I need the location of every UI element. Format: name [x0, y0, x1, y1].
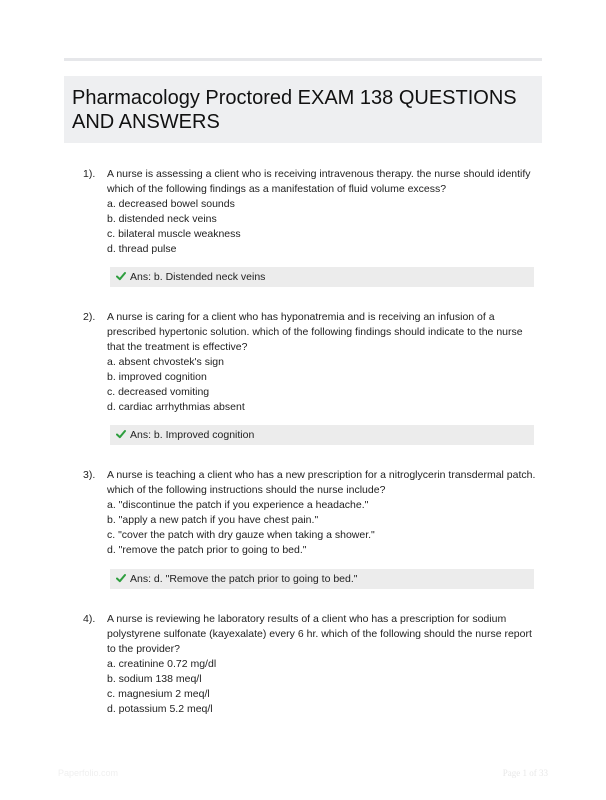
question-number: 3). — [83, 469, 96, 481]
question-stem: A nurse is reviewing he laboratory results of a client who has a prescription for sodium polystyrene sulfonate (kayexalate) every 6 hr. which of the following should the nurse report to the provider? — [107, 613, 532, 655]
option-d: d. potassium 5.2 meq/l — [107, 703, 213, 715]
top-divider — [64, 58, 542, 61]
option-c: c. "cover the patch with dry gauze when taking a shower." — [107, 529, 375, 541]
question-number: 2). — [83, 311, 96, 323]
question-body — [107, 612, 537, 717]
option-a: a. absent chvostek's sign — [107, 356, 224, 368]
question-number: 4). — [83, 613, 96, 625]
page-number: Page 1 of 33 — [502, 768, 548, 778]
option-c: c. magnesium 2 meq/l — [107, 688, 210, 700]
check-icon — [116, 429, 126, 439]
option-c: c. decreased vomiting — [107, 386, 210, 398]
question-body — [107, 468, 537, 558]
question-stem: A nurse is teaching a client who has a new prescription for a nitroglycerin transdermal patch. which of the following instructions should the nurse include? — [107, 469, 536, 496]
option-c: c. bilateral muscle weakness — [107, 228, 241, 240]
answer-bar-2 — [110, 425, 534, 445]
page-title: Pharmacology Proctored EXAM 138 QUESTIONS AND ANSWERS — [72, 87, 517, 133]
question-body — [107, 310, 537, 415]
check-icon — [116, 573, 126, 583]
option-a: a. creatinine 0.72 mg/dl — [107, 658, 217, 670]
option-b: b. distended neck veins — [107, 213, 217, 225]
answer-text: Ans: d. "Remove the patch prior to going to bed." — [130, 573, 358, 585]
question-number: 1). — [83, 168, 96, 180]
answer-text: Ans: b. Distended neck veins — [130, 271, 266, 283]
answer-bar-3 — [110, 569, 534, 589]
option-d: d. cardiac arrhythmias absent — [107, 401, 245, 413]
option-b: b. "apply a new patch if you have chest pain." — [107, 514, 319, 526]
title-banner — [64, 76, 542, 143]
question-body — [107, 167, 537, 257]
answer-text: Ans: b. Improved cognition — [130, 429, 255, 441]
option-d: d. "remove the patch prior to going to bed." — [107, 544, 307, 556]
question-stem: A nurse is assessing a client who is receiving intravenous therapy. the nurse should identify which of the following findings as a manifestation of fluid volume excess? — [107, 168, 531, 195]
option-b: b. sodium 138 meq/l — [107, 673, 202, 685]
check-icon — [116, 271, 126, 281]
option-b: b. improved cognition — [107, 371, 207, 383]
answer-bar-1 — [110, 267, 534, 287]
question-stem: A nurse is caring for a client who has hyponatremia and is receiving an infusion of a prescribed hypertonic solution. which of the following findings should indicate to the nurse that the treatment is effective? — [107, 311, 523, 353]
footer-watermark: Paperfolio.com — [58, 768, 119, 778]
option-a: a. decreased bowel sounds — [107, 198, 235, 210]
option-a: a. "discontinue the patch if you experience a headache." — [107, 499, 369, 511]
option-d: d. thread pulse — [107, 243, 177, 255]
